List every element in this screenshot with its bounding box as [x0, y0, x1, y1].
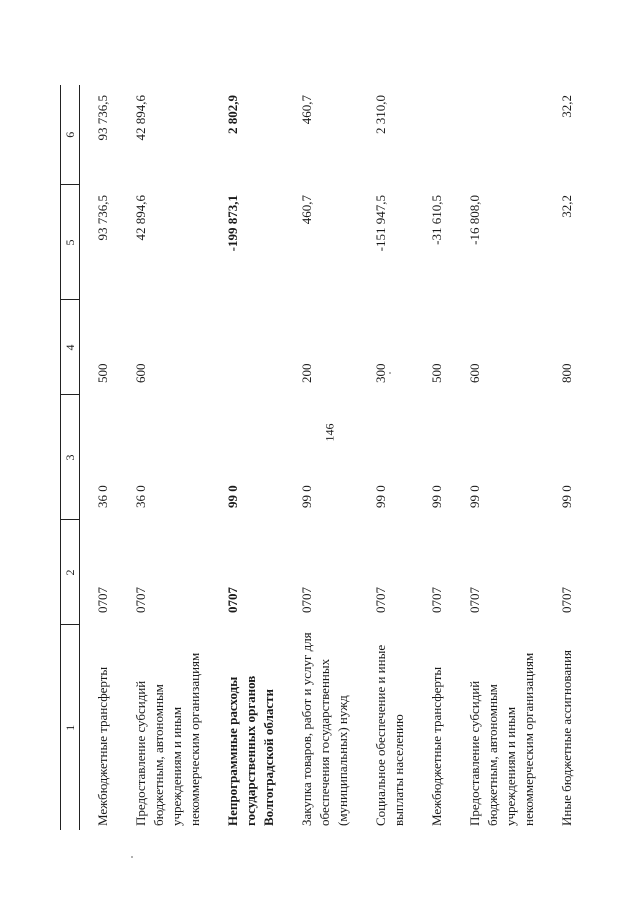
row-name-cell: Межбюджетные трансферты: [429, 666, 444, 826]
page-number: 146: [322, 423, 337, 442]
row-name-cell: Социальное обеспечение и иные выплаты населению: [373, 644, 406, 826]
expense-type-cell: 800: [559, 363, 574, 383]
expense-type-cell: 200: [299, 363, 314, 383]
target-article-cell: 36 0: [95, 485, 110, 508]
total-amount-cell: [414, 85, 452, 185]
section-code-cell: 0707: [95, 587, 110, 613]
row-name-cell: Межбюджетные трансферты: [95, 666, 110, 826]
table-row: [358, 85, 414, 830]
total-amount-cell: 2 310,0: [373, 95, 388, 134]
change-amount-cell: -16 808,0: [467, 195, 482, 245]
section-code-cell: 0707: [373, 587, 388, 613]
expense-type-cell: 500: [95, 363, 110, 383]
table-row: [80, 85, 119, 830]
scan-speck: [389, 372, 391, 374]
row-name-cell: Предоставление субсидий бюджетным, автономным учреждениям и иным некоммерческим организациям: [467, 652, 536, 826]
header-col-3: 3: [61, 395, 80, 520]
change-amount-cell: -31 610,5: [429, 195, 444, 245]
change-amount-cell: 460,7: [299, 195, 314, 225]
budget-table-sheet: [60, 85, 580, 830]
target-article-cell: 99 0: [225, 485, 240, 508]
table-row: [544, 85, 582, 830]
row-name-cell: Непрограммные расходы государственных органов Волгоградской области: [225, 675, 276, 826]
expense-type-cell: [210, 300, 284, 395]
row-name-cell: Предоставление субсидий бюджетным, автономным учреждениям и иным некоммерческим организациям: [133, 652, 202, 826]
row-name-cell: Иные бюджетные ассигнования: [559, 649, 574, 826]
header-col-1: 1: [61, 625, 80, 830]
total-amount-cell: 42 894,6: [133, 95, 148, 141]
header-col-6: 6: [61, 85, 80, 185]
section-code-cell: 0707: [467, 587, 482, 613]
target-article-cell: 36 0: [133, 485, 148, 508]
table-row: [118, 85, 210, 830]
change-amount-cell: -151 947,5: [373, 195, 388, 252]
section-code-cell: 0707: [429, 587, 444, 613]
header-col-5: 5: [61, 185, 80, 300]
section-code-cell: 0707: [559, 587, 574, 613]
total-amount-cell: 2 802,9: [225, 95, 240, 134]
total-amount-cell: 460,7: [299, 95, 314, 125]
header-col-2: 2: [61, 520, 80, 625]
table-row: [414, 85, 452, 830]
change-amount-cell: 42 894,6: [133, 195, 148, 241]
row-name-cell: Закупка товаров, работ и услуг для обеспечения государственных (муниципальных) нужд: [299, 632, 350, 826]
scan-speck: [131, 856, 133, 858]
section-code-cell: 0707: [133, 587, 148, 613]
budget-table: [60, 85, 582, 830]
header-row: [61, 85, 80, 830]
change-amount-cell: 32,2: [559, 195, 574, 218]
total-amount-cell: 32,2: [559, 95, 574, 118]
target-article-cell: 99 0: [299, 485, 314, 508]
target-article-cell: 99 0: [373, 485, 388, 508]
table-row: [284, 85, 358, 830]
expense-type-cell: 300: [373, 363, 388, 383]
section-code-cell: 0707: [225, 587, 240, 613]
table-row: [210, 85, 284, 830]
total-amount-cell: 93 736,5: [95, 95, 110, 141]
target-article-cell: 99 0: [467, 485, 482, 508]
change-amount-cell: 93 736,5: [95, 195, 110, 241]
expense-type-cell: 600: [133, 363, 148, 383]
total-amount-cell: [452, 85, 544, 185]
expense-type-cell: 500: [429, 363, 444, 383]
expense-type-cell: 600: [467, 363, 482, 383]
header-col-4: 4: [61, 300, 80, 395]
target-article-cell: 99 0: [429, 485, 444, 508]
target-article-cell: 99 0: [559, 485, 574, 508]
table-row: [452, 85, 544, 830]
change-amount-cell: -199 873,1: [225, 195, 240, 252]
section-code-cell: 0707: [299, 587, 314, 613]
